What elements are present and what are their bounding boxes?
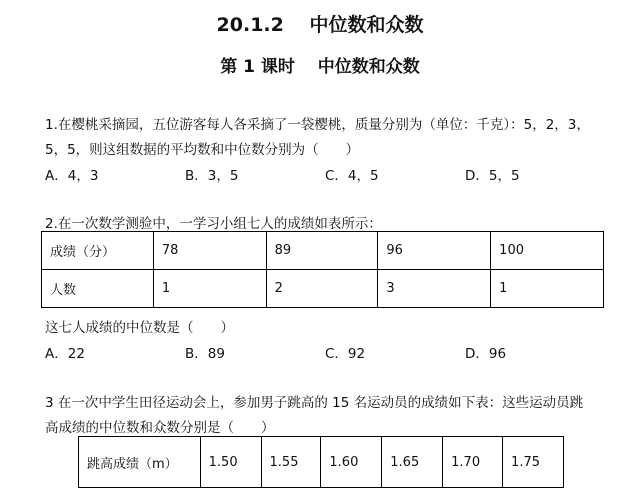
table-row (42, 270, 604, 308)
table-cell: 96 (378, 232, 491, 270)
table-cell: 成绩（分） (42, 232, 154, 270)
table-cell: 3 (378, 270, 491, 308)
q3-high-jump-table (78, 436, 564, 488)
table-cell: 1 (153, 270, 266, 308)
q2-option-c: C．92 (325, 346, 366, 362)
table-row (42, 232, 604, 270)
table-cell: 人数 (42, 270, 154, 308)
table-cell: 1.60 (321, 437, 382, 488)
q2-score-table (41, 231, 604, 308)
q1-option-a: A．4，3 (45, 168, 99, 184)
table-cell: 89 (266, 232, 378, 270)
table-cell: 1.70 (443, 437, 503, 488)
page-title: 20.1.2 中位数和众数 (216, 14, 424, 36)
q2-stem: 2.在一次数学测验中，一学习小组七人的成绩如表所示： (45, 216, 382, 232)
q2-option-a: A．22 (45, 346, 85, 362)
q2-question: 这七人成绩的中位数是（ ） (45, 320, 234, 336)
table-cell: 1.65 (382, 437, 443, 488)
q1-stem-line2: 5，5，则这组数据的平均数和中位数分别为（ ） (45, 142, 360, 158)
lesson-subtitle: 第 1 课时 中位数和众数 (220, 57, 420, 77)
table-cell: 跳高成绩（m） (79, 437, 201, 488)
q1-option-c: C．4，5 (325, 168, 379, 184)
table-cell: 100 (491, 232, 604, 270)
q3-stem-line1: 3 在一次中学生田径运动会上，参加男子跳高的 15 名运动员的成绩如下表：这些运动员跳 (45, 395, 584, 411)
table-row (79, 437, 564, 488)
table-cell: 1 (491, 270, 604, 308)
q2-option-b: B．89 (185, 346, 225, 362)
q1-option-b: B．3，5 (185, 168, 239, 184)
table-cell: 2 (266, 270, 378, 308)
table-cell: 1.55 (261, 437, 321, 488)
table-cell: 1.50 (200, 437, 261, 488)
table-cell: 1.75 (503, 437, 564, 488)
q1-stem-line1: 1.在樱桃采摘园，五位游客每人各采摘了一袋樱桃，质量分别为（单位：千克）：5，2，3， (45, 117, 590, 133)
q3-stem-line2: 高成绩的中位数和众数分别是（ ） (45, 420, 275, 436)
q2-option-d: D．96 (465, 346, 507, 362)
q1-option-d: D．5，5 (465, 168, 520, 184)
table-cell: 78 (153, 232, 266, 270)
